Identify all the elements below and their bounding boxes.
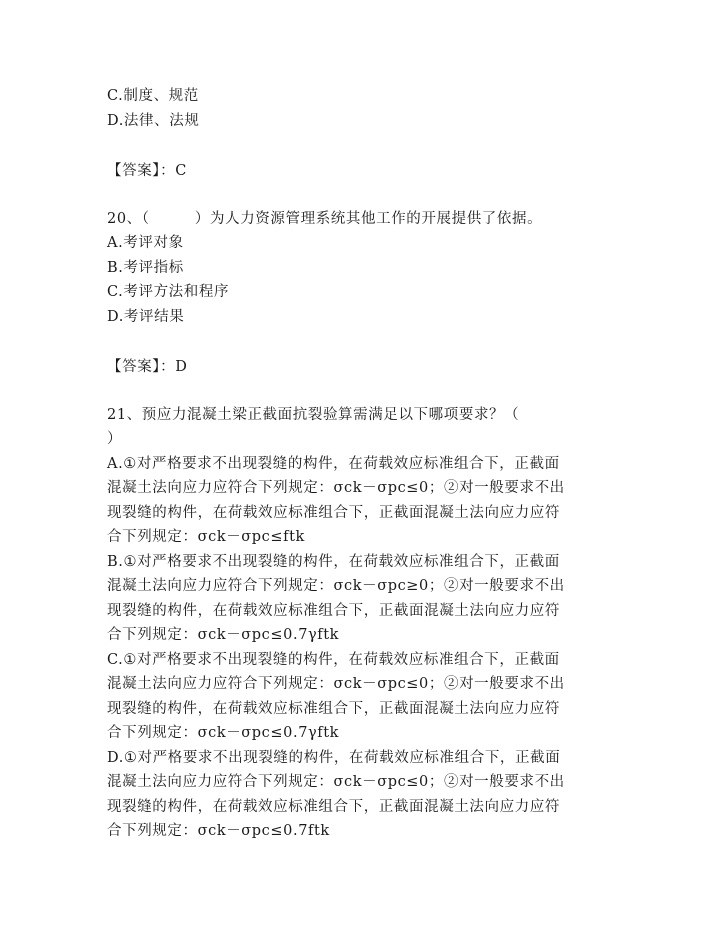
option-d: D.法律、法规 bbox=[107, 112, 200, 129]
option-line: 混凝土法向应力应符合下列规定：σck－σpc≥0；②对一般要求不出 bbox=[107, 578, 565, 594]
option-c bbox=[107, 648, 607, 746]
option-line: 合下列规定：σck－σpc≤ftk bbox=[107, 529, 305, 545]
option-a: A.考评对象 bbox=[107, 235, 184, 251]
option-b bbox=[107, 550, 607, 648]
option-a bbox=[107, 452, 607, 550]
question-20 bbox=[107, 207, 607, 330]
document-page bbox=[107, 84, 607, 844]
option-b: B.考评指标 bbox=[107, 259, 184, 276]
option-line: 混凝土法向应力应符合下列规定：σck－σpc≤0；②对一般要求不出 bbox=[107, 774, 565, 790]
question-stem-continued: ） bbox=[107, 431, 123, 447]
option-c: C.考评方法和程序 bbox=[107, 284, 230, 300]
option-d: D.考评结果 bbox=[107, 308, 185, 325]
option-line: 现裂缝的构件，在荷载效应标准组合下，正截面混凝土法向应力应符 bbox=[107, 602, 560, 619]
option-line: B.①对严格要求不出现裂缝的构件，在荷载效应标准组合下，正截面 bbox=[107, 553, 560, 570]
answer-line: 【答案】：D bbox=[107, 359, 188, 375]
option-line: A.①对严格要求不出现裂缝的构件，在荷载效应标准组合下，正截面 bbox=[107, 455, 560, 472]
question-stem: 20、（ ）为人力资源管理系统其他工作的开展提供了依据。 bbox=[107, 210, 543, 227]
question-stem: 21、预应力混凝土梁正截面抗裂验算需满足以下哪项要求？（ bbox=[107, 406, 520, 423]
option-line: 合下列规定：σck－σpc≤0.7γftk bbox=[107, 627, 340, 643]
question-21 bbox=[107, 403, 607, 844]
option-line: 合下列规定：σck－σpc≤0.7γftk bbox=[107, 725, 340, 741]
option-line: 现裂缝的构件，在荷载效应标准组合下，正截面混凝土法向应力应符 bbox=[107, 504, 560, 521]
option-line: 现裂缝的构件，在荷载效应标准组合下，正截面混凝土法向应力应符 bbox=[107, 700, 560, 717]
option-d bbox=[107, 746, 607, 844]
option-line: 混凝土法向应力应符合下列规定：σck－σpc≤0；②对一般要求不出 bbox=[107, 480, 565, 496]
option-line: C.①对严格要求不出现裂缝的构件，在荷载效应标准组合下，正截面 bbox=[107, 651, 560, 668]
prev-question-options bbox=[107, 84, 607, 133]
answer-line: 【答案】：C bbox=[107, 163, 187, 179]
option-c: C.制度、规范 bbox=[107, 88, 199, 104]
option-line: 现裂缝的构件，在荷载效应标准组合下，正截面混凝土法向应力应符 bbox=[107, 798, 560, 815]
option-line: D.①对严格要求不出现裂缝的构件，在荷载效应标准组合下，正截面 bbox=[107, 749, 561, 766]
option-line: 混凝土法向应力应符合下列规定：σck－σpc≤0；②对一般要求不出 bbox=[107, 676, 565, 692]
option-line: 合下列规定：σck－σpc≤0.7ftk bbox=[107, 823, 330, 839]
